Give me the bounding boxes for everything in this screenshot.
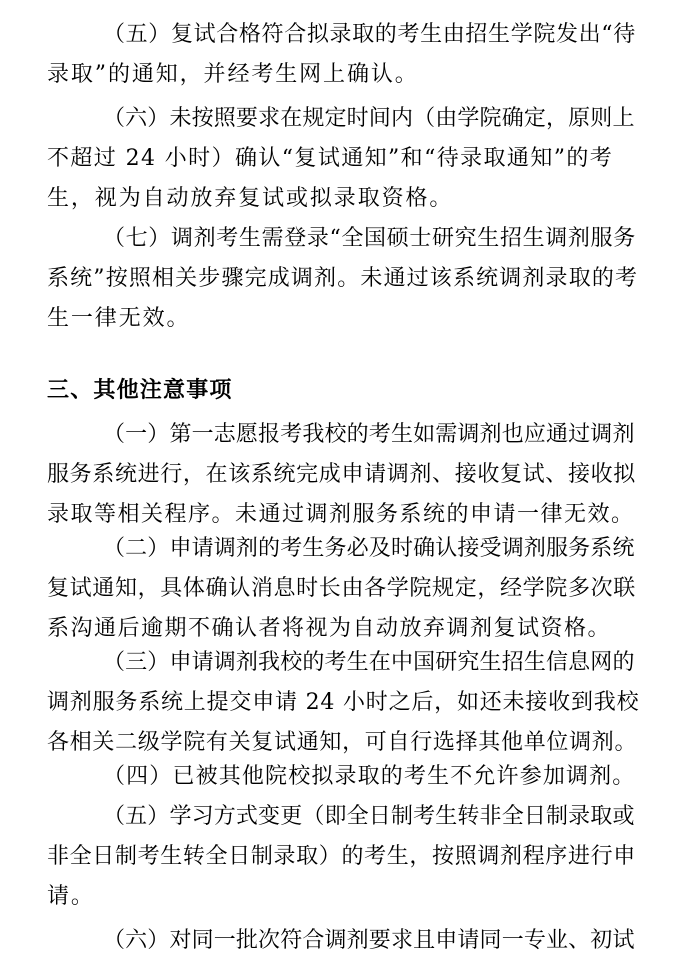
section-paragraph-1-line-2: 服务系统进行，在该系统完成申请调剂、接收复试、接收拟 — [47, 462, 636, 487]
paragraph-6-line-2: 不超过 24 小时）确认“复试通知”和“待录取通知”的考 — [47, 146, 614, 171]
section-paragraph-1-line-1: （一）第一志愿报考我校的考生如需调剂也应通过调剂 — [103, 422, 635, 447]
section-paragraph-5-line-2: 非全日制考生转全日制录取）的考生，按照调剂程序进行申 — [47, 844, 636, 869]
paragraph-5-line-2: 录取”的通知，并经考生网上确认。 — [47, 62, 419, 87]
section-paragraph-2-line-2: 复试通知，具体确认消息时长由各学院规定，经学院多次联 — [47, 576, 636, 601]
section-paragraph-4-line-1: （四）已被其他院校拟录取的考生不允许参加调剂。 — [103, 764, 636, 789]
paragraph-7-line-1: （七）调剂考生需登录“全国硕士研究生招生调剂服务 — [103, 226, 636, 251]
paragraph-6-line-3: 生，视为自动放弃复试或拟录取资格。 — [47, 186, 454, 211]
section-paragraph-1-line-3: 录取等相关程序。未通过调剂服务系统的申请一律无效。 — [47, 502, 635, 527]
paragraph-7-line-2: 系统”按照相关步骤完成调剂。未通过该系统调剂录取的考 — [47, 266, 639, 291]
section-paragraph-5-line-3: 请。 — [47, 884, 95, 909]
section-paragraph-3-line-1: （三）申请调剂我校的考生在中国研究生招生信息网的 — [103, 650, 635, 675]
section-paragraph-2-line-3: 系沟通后逾期不确认者将视为自动放弃调剂复试资格。 — [47, 616, 612, 641]
section-paragraph-3-line-2: 调剂服务系统上提交申请 24 小时之后，如还未接收到我校 — [47, 690, 640, 715]
paragraph-7-line-3: 生一律无效。 — [47, 306, 191, 331]
paragraph-5-line-1: （五）复试合格符合拟录取的考生由招生学院发出“待 — [103, 22, 636, 47]
section-paragraph-3-line-3: 各相关二级学院有关复试通知，可自行选择其他单位调剂。 — [47, 730, 638, 755]
section-heading: 三、其他注意事项 — [47, 378, 233, 403]
section-paragraph-6-line-1: （六）对同一批次符合调剂要求且申请同一专业、初试 — [103, 928, 635, 953]
paragraph-6-line-1: （六）未按照要求在规定时间内（由学院确定，原则上 — [103, 106, 635, 131]
section-paragraph-2-line-1: （二）申请调剂的考生务必及时确认接受调剂服务系统 — [103, 536, 635, 561]
section-paragraph-5-line-1: （五）学习方式变更（即全日制考生转非全日制录取或 — [103, 804, 635, 829]
